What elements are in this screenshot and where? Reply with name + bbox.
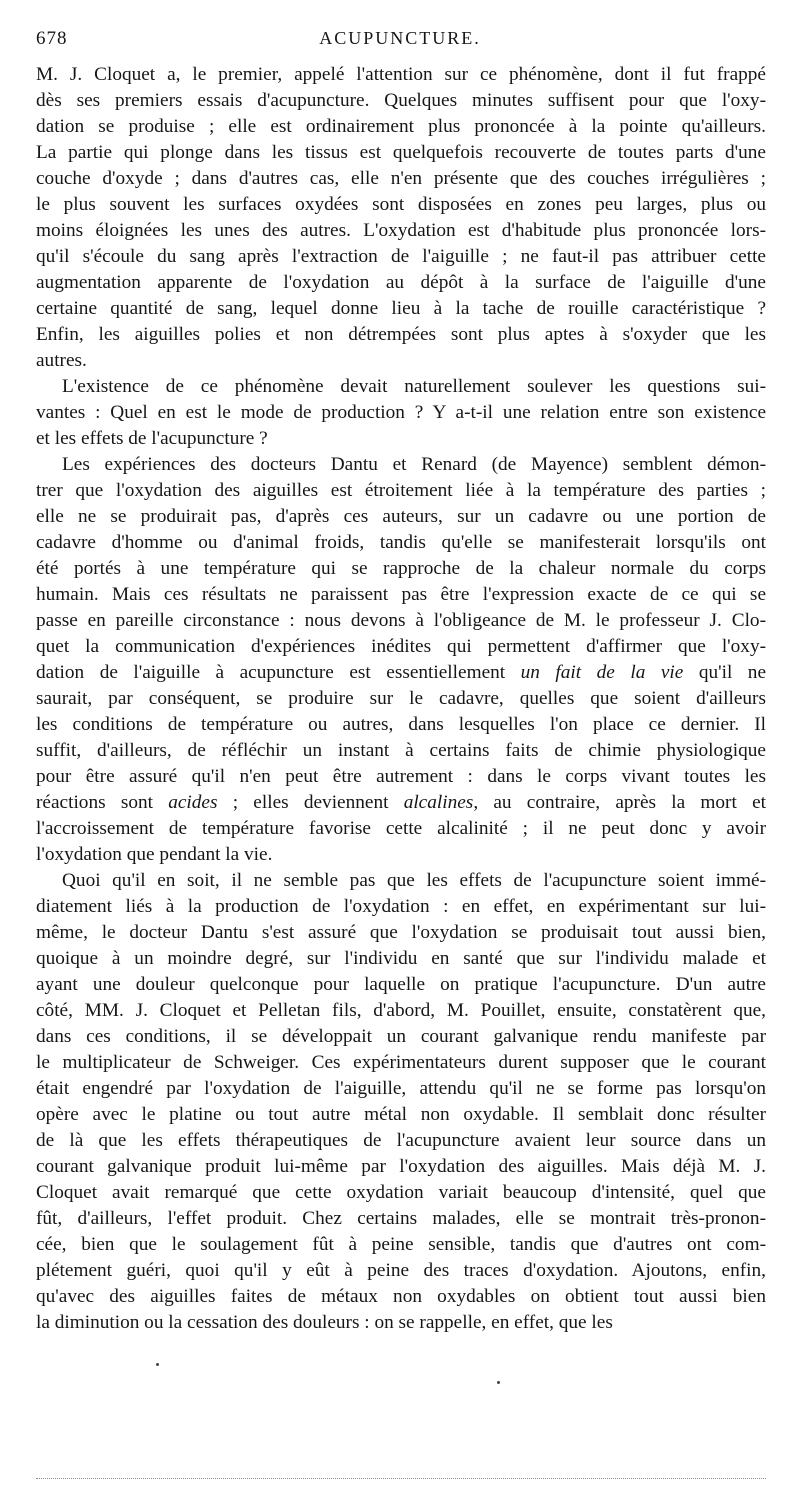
- text-line: passe en pareille circonstance : nous devons à l'obligeance de M. le professeur J. Clo-: [36, 610, 766, 631]
- text-line: et les effets de l'acupuncture ?: [36, 428, 268, 449]
- text-line: réactions sont acides ; elles deviennent alcalines, au contraire, après la mort et: [36, 792, 766, 813]
- page-header: [36, 28, 764, 56]
- text-line: opère avec le platine ou tout autre métal non oxydable. Il semblait donc résulter: [36, 1104, 766, 1125]
- text-line: côté, MM. J. Cloquet et Pelletan fils, d'abord, M. Pouillet, ensuite, constatèrent que,: [36, 1000, 766, 1021]
- print-speck: [497, 1381, 500, 1384]
- paragraph: [36, 374, 766, 452]
- paragraph: [36, 868, 766, 1336]
- text-line: dans ces conditions, il se développait un courant galvanique rendu manifeste par: [36, 1026, 766, 1047]
- text-line: humain. Mais ces résultats ne paraissent pas être l'expression exacte de ce qui se: [36, 584, 766, 605]
- text-line: courant galvanique produit lui-même par l'oxydation des aiguilles. Mais déjà M. J.: [36, 1156, 766, 1177]
- text-line: cée, bien que le soulagement fût à peine sensible, tandis que d'autres ont com-: [36, 1234, 766, 1255]
- text-line: ayant une douleur quelconque pour laquelle on pratique l'acupuncture. D'un autre: [36, 974, 766, 995]
- text-line: dation de l'aiguille à acupuncture est essentiellement un fait de la vie qu'il ne: [36, 662, 766, 683]
- body-text: [36, 62, 766, 1336]
- text-line: Cloquet avait remarqué que cette oxydation variait beaucoup d'intensité, quel que: [36, 1182, 766, 1203]
- text-line: cadavre d'homme ou d'animal froids, tandis qu'elle se manifesterait lorsqu'ils ont: [36, 532, 766, 553]
- text-line: dation se produise ; elle est ordinairement plus prononcée à la pointe qu'ailleurs.: [36, 116, 766, 137]
- text-line: elle ne se produirait pas, d'après ces auteurs, sur un cadavre ou une portion de: [36, 506, 766, 527]
- text-line: suffit, d'ailleurs, de réfléchir un instant à certains faits de chimie physiologique: [36, 740, 766, 761]
- page-number: 678: [36, 28, 68, 49]
- text-line: quet la communication d'expériences inédites qui permettent d'affirmer que l'oxy-: [36, 636, 766, 657]
- text-line: même, le docteur Dantu s'est assuré que l'oxydation se produisait tout aussi bien,: [36, 922, 766, 943]
- text-line: diatement liés à la production de l'oxydation : en effet, en expérimentant sur lui-: [36, 896, 766, 917]
- text-line: le multiplicateur de Schweiger. Ces expérimentateurs durent supposer que le courant: [36, 1052, 766, 1073]
- text-line: l'oxydation que pendant la vie.: [36, 844, 273, 865]
- paragraph: [36, 62, 766, 374]
- text-line: certaine quantité de sang, lequel donne lieu à la tache de rouille caractéristique ?: [36, 298, 766, 319]
- text-line: le plus souvent les surfaces oxydées sont disposées en zones peu larges, plus ou: [36, 194, 766, 215]
- text-line: plétement guéri, quoi qu'il y eût à peine des traces d'oxydation. Ajoutons, enfin,: [36, 1260, 766, 1281]
- text-line: qu'il s'écoule du sang après l'extraction de l'aiguille ; ne faut-il pas attribuer cette: [36, 246, 766, 267]
- text-line: quoique à un moindre degré, sur l'individu en santé que sur l'individu malade et: [36, 948, 766, 969]
- running-title: ACUPUNCTURE.: [319, 28, 481, 48]
- text-line: de là que les effets thérapeutiques de l'acupuncture avaient leur source dans un: [36, 1130, 766, 1151]
- text-line: Les expériences des docteurs Dantu et Renard (de Mayence) semblent démon-: [62, 454, 766, 475]
- text-line: dès ses premiers essais d'acupuncture. Quelques minutes suffisent pour que l'oxy-: [36, 90, 766, 111]
- text-line: pour être assuré qu'il n'en peut être autrement : dans le corps vivant toutes les: [36, 766, 766, 787]
- text-line: les conditions de température ou autres, dans lesquelles l'on place ce dernier. Il: [36, 714, 766, 735]
- text-line: vantes : Quel en est le mode de production ? Y a-t-il une relation entre son existence: [36, 402, 766, 423]
- paragraph: [36, 452, 766, 868]
- text-line: M. J. Cloquet a, le premier, appelé l'attention sur ce phénomène, dont il fut frappé: [36, 64, 766, 85]
- text-line: trer que l'oxydation des aiguilles est étroitement liée à la température des parties ;: [36, 480, 766, 501]
- text-line: L'existence de ce phénomène devait naturellement soulever les questions sui-: [62, 376, 766, 397]
- text-line: moins éloignées les unes des autres. L'oxydation est d'habitude plus prononcée lors-: [36, 220, 766, 241]
- text-line: Enfin, les aiguilles polies et non détrempées sont plus aptes à s'oxyder que les: [36, 324, 766, 345]
- text-line: saurait, par conséquent, se produire sur le cadavre, quelles que soient d'ailleurs: [36, 688, 766, 709]
- text-line: l'accroissement de température favorise cette alcalinité ; il ne peut donc y avoir: [36, 818, 766, 839]
- text-line: La partie qui plonge dans les tissus est quelquefois recouverte de toutes parts d'une: [36, 142, 766, 163]
- text-line: été portés à une température qui se rapproche de la chaleur normale du corps: [36, 558, 766, 579]
- text-line: Quoi qu'il en soit, il ne semble pas que les effets de l'acupuncture soient immé-: [62, 870, 766, 891]
- text-line: la diminution ou la cessation des douleurs : on se rappelle, en effet, que les: [36, 1312, 613, 1333]
- text-line: était engendré par l'oxydation de l'aiguille, attendu qu'il ne se forme pas lorsqu'on: [36, 1078, 766, 1099]
- print-speck: [156, 1363, 159, 1366]
- text-line: autres.: [36, 350, 87, 371]
- text-line: qu'avec des aiguilles faites de métaux non oxydables on obtient tout aussi bien: [36, 1286, 766, 1307]
- text-line: fût, d'ailleurs, l'effet produit. Chez certains malades, elle se montrait très-pronon-: [36, 1208, 766, 1229]
- text-line: couche d'oxyde ; dans d'autres cas, elle n'en présente que des couches irrégulières ;: [36, 168, 766, 189]
- text-line: augmentation apparente de l'oxydation au dépôt à la surface de l'aiguille d'une: [36, 272, 766, 293]
- bottom-dotted-rule: [36, 1478, 766, 1479]
